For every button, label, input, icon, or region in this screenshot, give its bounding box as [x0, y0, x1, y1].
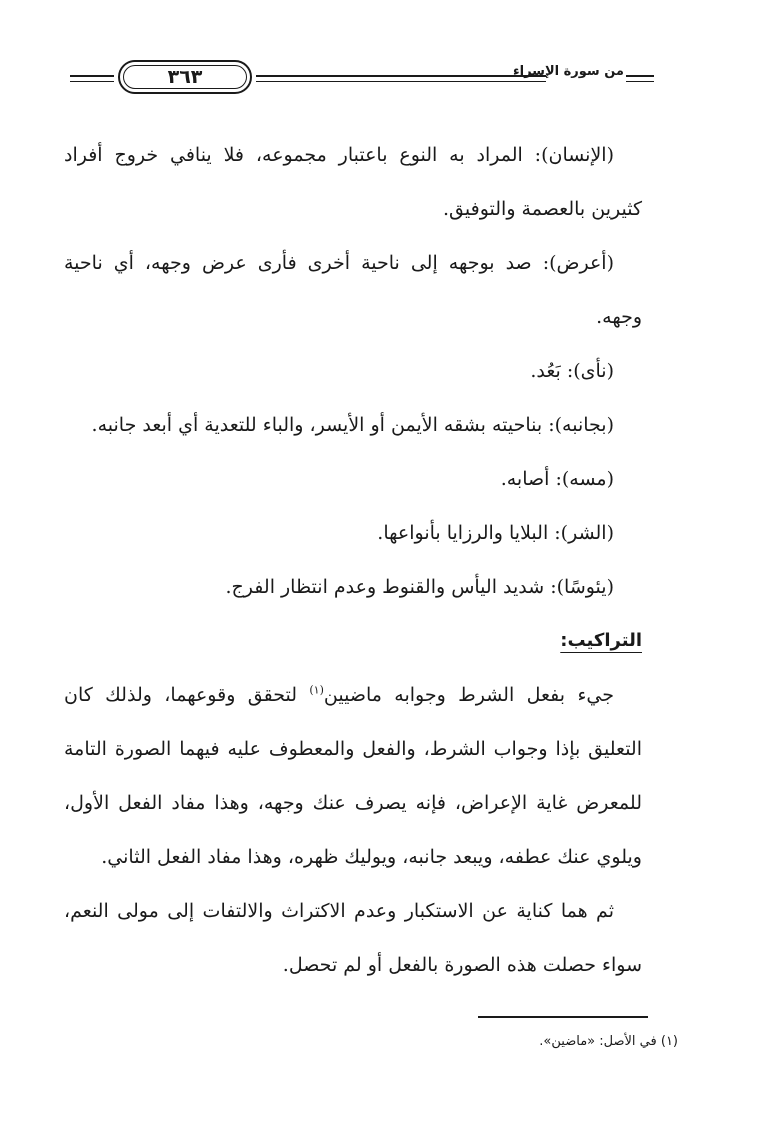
tarakib-text-before-note: جيء بفعل الشرط وجوابه ماضيين	[323, 684, 614, 706]
tarakib-paragraph-2: ثم هما كناية عن الاستكبار وعدم الاكتراث والالتفات إلى مولى النعم، سواء حصلت هذه الصورة بالفعل أو لم تحصل.	[64, 900, 642, 976]
footnote-reference: (١)	[309, 683, 324, 697]
main-text	[64, 128, 642, 992]
footnote-separator	[478, 1016, 648, 1018]
definition-aarada: (أعرض): صد بوجهه إلى ناحية أخرى فأرى عرض وجهه، أي ناحية وجهه.	[64, 252, 642, 328]
footnote: (١) في الأصل: «ماضين».	[539, 1034, 678, 1049]
definition-naa: (نأى): بَعُد.	[530, 360, 614, 382]
definition-bijanibihi: (بجانبه): بناحيته بشقه الأيمن أو الأيسر، والباء للتعدية أي أبعد جانبه.	[91, 414, 614, 436]
section-heading-tarakib: التراكيب:	[560, 630, 642, 651]
definition-yaoosa: (يئوسًا): شديد اليأس والقنوط وعدم انتظار الفرج.	[225, 576, 614, 598]
running-header	[70, 58, 654, 94]
definition-insan: (الإنسان): المراد به النوع باعتبار مجموعه، فلا ينافي خروج أفراد كثيرين بالعصمة والتوفيق.	[64, 144, 642, 220]
definition-massahu: (مسه): أصابه.	[500, 468, 614, 490]
header-rule-right	[626, 75, 654, 82]
definition-alsharr: (الشر): البلايا والرزايا بأنواعها.	[377, 522, 614, 544]
tarakib-paragraph-1	[64, 668, 642, 884]
page-number: ٣٦٣	[167, 66, 203, 88]
page-number-frame	[118, 60, 252, 94]
header-rule-middle	[256, 75, 546, 82]
running-title: من سورة الإسراء	[512, 64, 624, 79]
header-rule-left	[70, 75, 114, 82]
tarakib-text-after-note: لتحقق وقوعهما، ولذلك كان التعليق بإذا وجواب الشرط، والفعل والمعطوف عليه فيهما الصورة التامة للمعرض غاية الإعراض، فإنه يصرف عنك وجهه، وهذا مفاد الفعل الأول، ويلوي عنك عطفه، ويبعد جانبه، ويوليك ظهره، وهذا مفاد الفعل الثاني.	[64, 684, 642, 868]
